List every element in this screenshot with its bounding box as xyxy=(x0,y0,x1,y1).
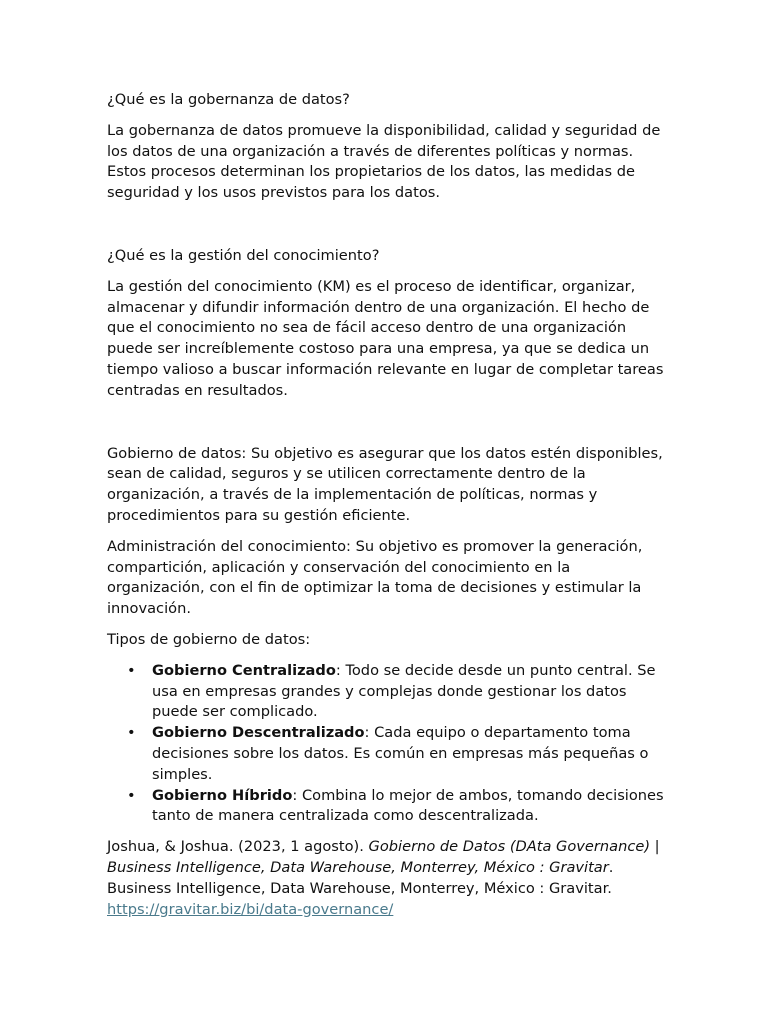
list-item-term: Gobierno Híbrido xyxy=(152,786,293,804)
citation-title: Gobierno de Datos (DAta Governance) | Business Intelligence, Data Warehouse, Monterrey, México : Gravitar xyxy=(107,838,660,876)
paragraph-data-governance: La gobernanza de datos promueve la disponibilidad, calidad y seguridad de los datos de una organización a través de diferentes políticas y normas. Estos procesos determinan los propietarios de los datos, las medidas de seguridad y los usos previstos para los datos. xyxy=(107,121,661,202)
bullet-icon: • xyxy=(127,661,136,679)
list-item-desc: : Combina lo mejor de ambos, tomando decisiones tanto de manera centralizada como descentralizada. xyxy=(152,786,664,825)
heading-knowledge-management: ¿Qué es la gestión del conocimiento? xyxy=(107,246,380,264)
document-page xyxy=(107,90,667,920)
paragraph-tipos-gobierno: Tipos de gobierno de datos: xyxy=(107,630,311,648)
paragraph-administracion-conocimiento: Administración del conocimiento: Su objetivo es promover la generación, compartición, aplicación y conservación del conocimiento en la organización, con el fin de optimizar la toma de decisiones y estimular la innovación. xyxy=(107,537,643,618)
list-item-term: Gobierno Descentralizado xyxy=(152,724,365,742)
governance-types-list xyxy=(107,661,667,827)
heading-data-governance: ¿Qué es la gobernanza de datos? xyxy=(107,91,350,108)
paragraph-gobierno-de-datos: Gobierno de datos: Su objetivo es asegurar que los datos estén disponibles, sean de calidad, seguros y se utilicen correctamente dentro de la organización, a través de la implementación de políticas, normas y procedimientos para su gestión eficiente. xyxy=(107,444,663,524)
list-item xyxy=(107,661,667,723)
citation-link[interactable]: https://gravitar.biz/bi/data-governance/ xyxy=(107,900,394,918)
list-item-desc: : Todo se decide desde un punto central. Se usa en empresas grandes y complejas donde gestionar los datos puede ser complicado. xyxy=(152,661,656,721)
list-item-desc: : Cada equipo o departamento toma decisiones sobre los datos. Es común en empresas más pequeñas o simples. xyxy=(152,724,649,783)
citation-rest: . Business Intelligence, Data Warehouse, Monterrey, México : Gravitar. xyxy=(107,858,614,897)
list-item xyxy=(107,786,667,828)
bullet-icon: • xyxy=(127,786,136,804)
list-item-term: Gobierno Centralizado xyxy=(152,661,336,679)
citation-authors: Joshua, & Joshua. (2023, 1 agosto). xyxy=(107,838,369,856)
paragraph-knowledge-management: La gestión del conocimiento (KM) es el proceso de identificar, organizar, almacenar y difundir información dentro de una organización. El hecho de que el conocimiento no sea de fácil acceso dentro de una organización puede ser increíblemente costoso para una empresa, ya que se dedica un tiempo valioso a buscar información relevante en lugar de completar tareas centradas en resultados. xyxy=(107,277,664,399)
list-item xyxy=(107,723,667,785)
bullet-icon: • xyxy=(127,724,136,742)
citation xyxy=(107,837,667,920)
